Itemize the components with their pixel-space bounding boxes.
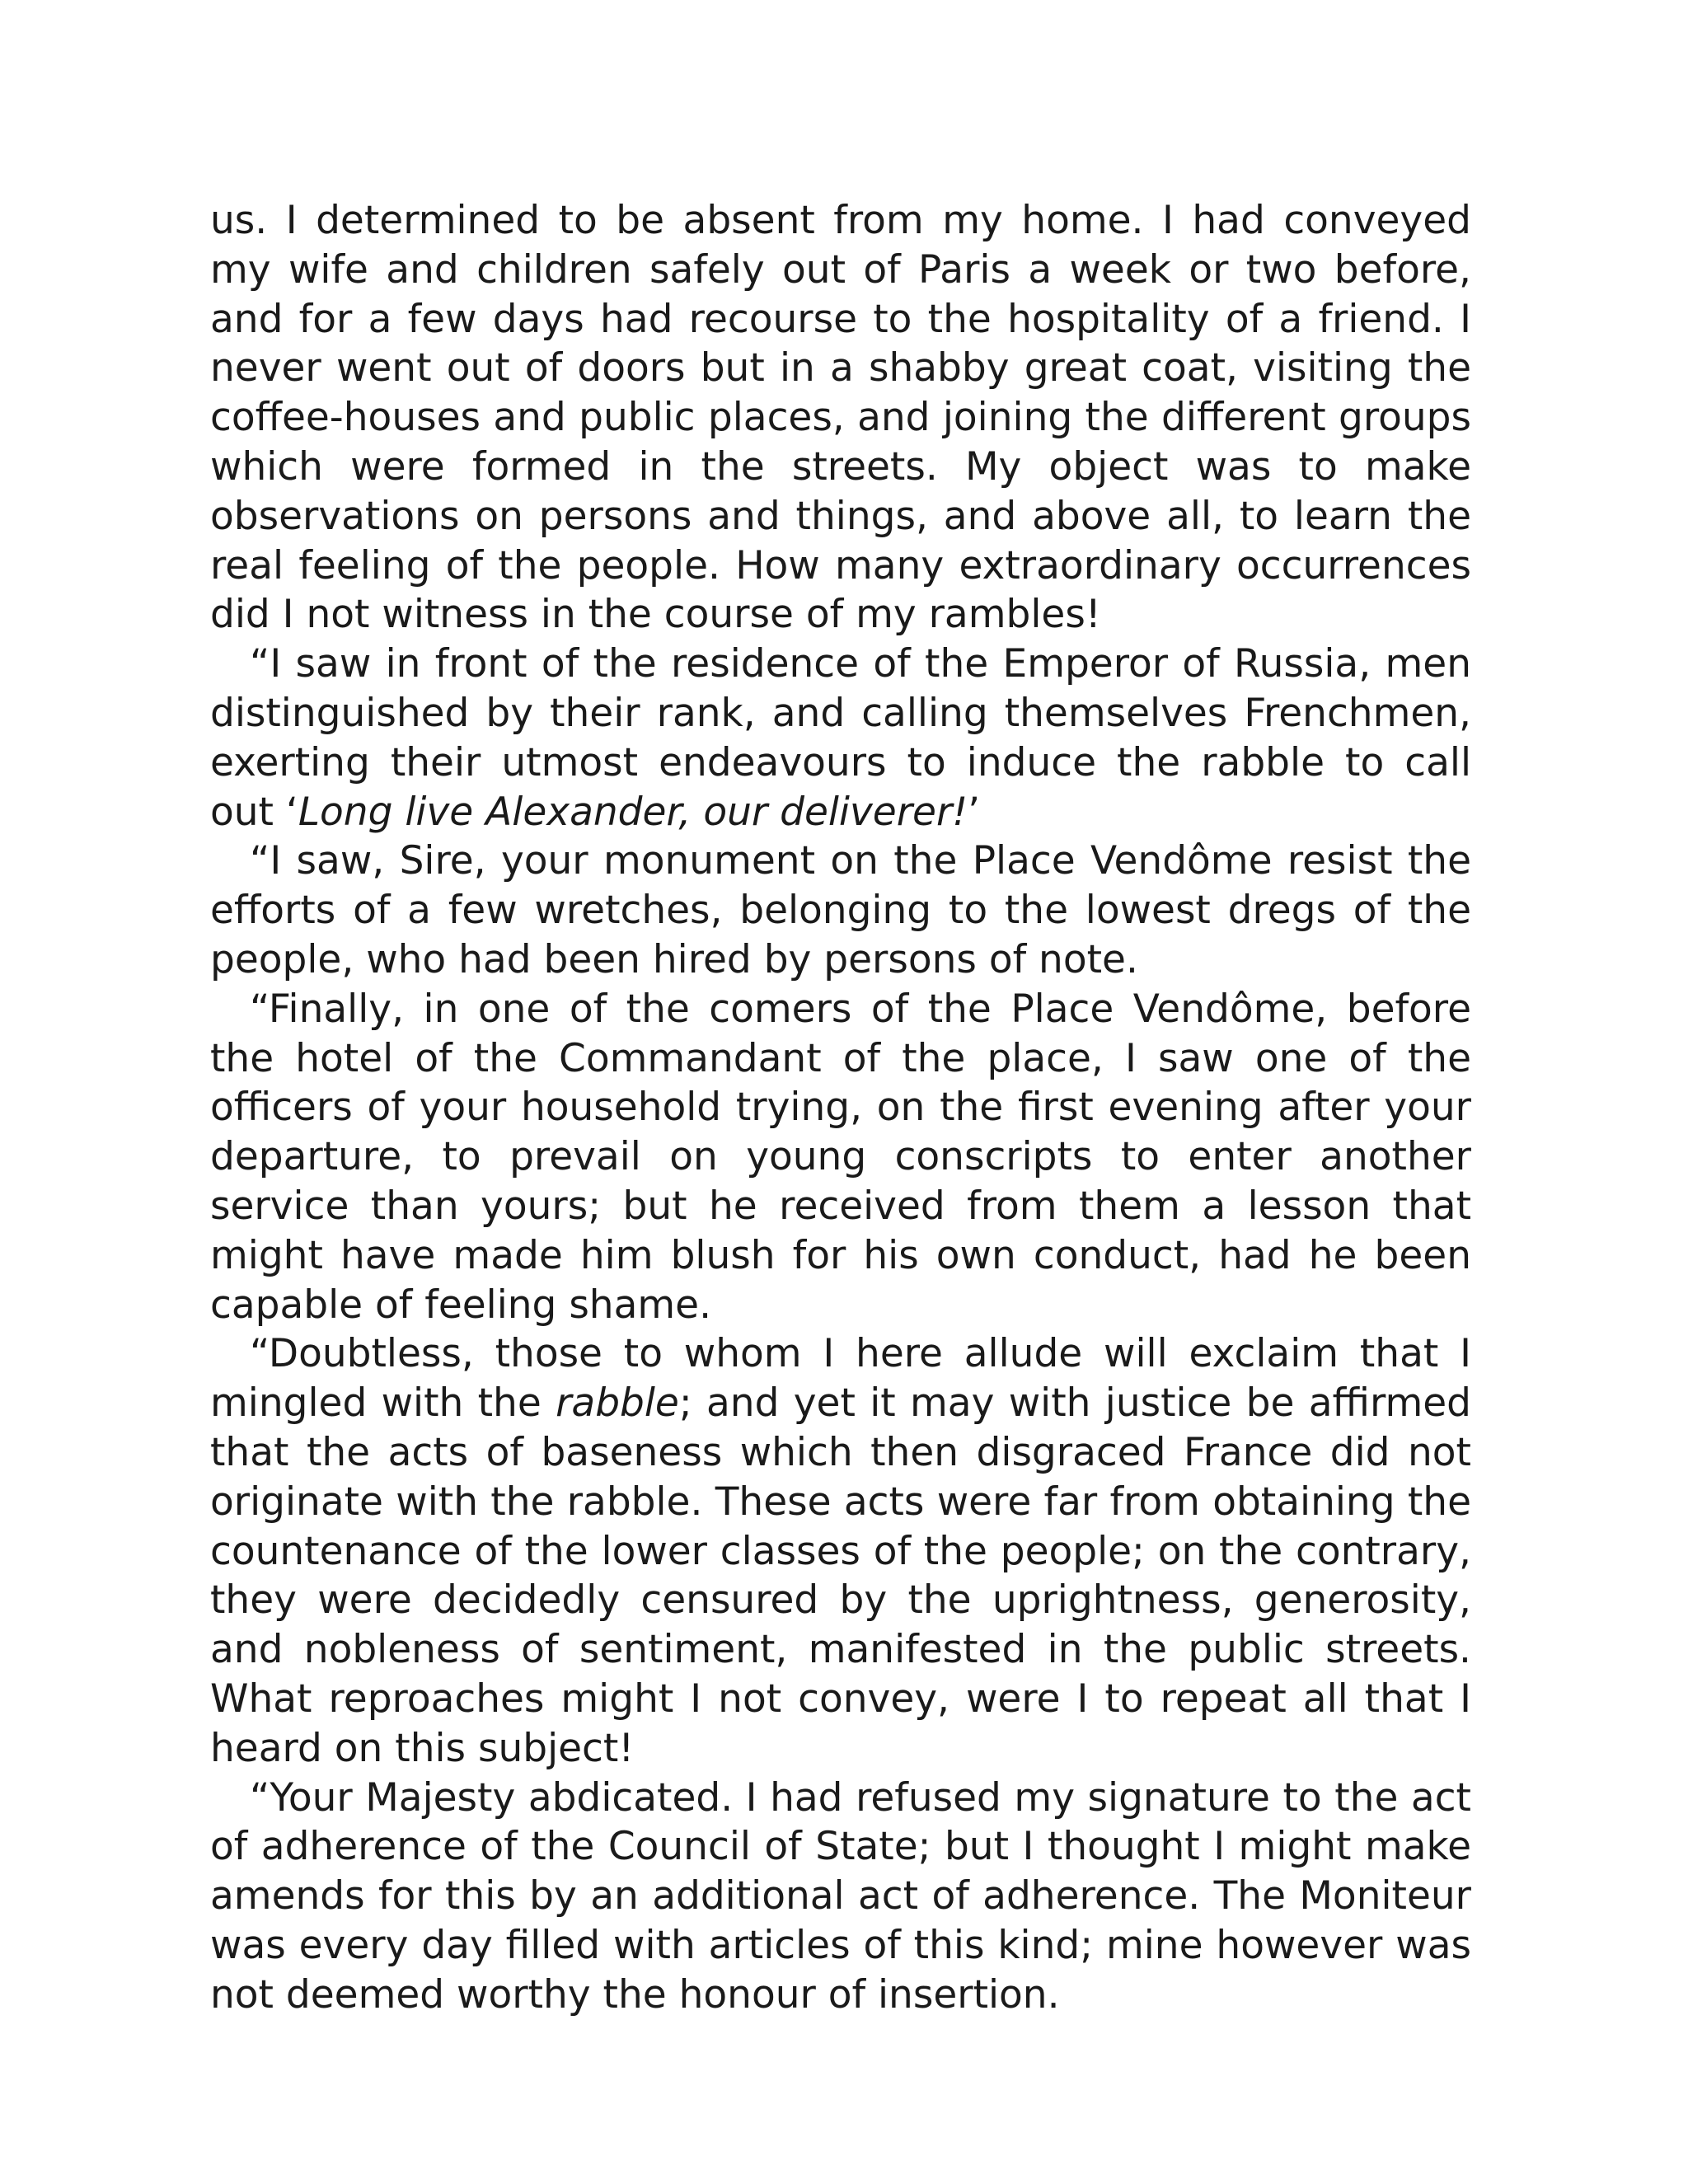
paragraph-5-italic-word: rabble xyxy=(556,1380,679,1427)
paragraph-1-text: us. I determined to be absent from my home. I had conveyed my wife and children safely out of Paris a week or two before, and for a few days had recourse to the hospitality of a friend. I never went out of doors but in a shabby great coat, visiting the coffee-houses and public places, and joining the different groups which were formed in the streets. My object was to make observations on persons and things, and above all, to learn the real feeling of the people. How many extraordinary occurrences did I not witness in the course of my rambles! xyxy=(210,198,1471,638)
paragraph-5-text-after: ; and yet it may with justice be affirmed that the acts of baseness which then disgraced France did not originate with the rabble. These acts were far from obtaining the countenance of the lower classes of the people; on the contrary, they were decidedly censured by the uprightness, generosity, and nobleness of sentiment, manifested in the public streets. What reproaches might I not convey, were I to repeat all that I heard on this subject! xyxy=(210,1380,1471,1771)
paragraph-5-text-before: “Doubtless, those to whom I here allude will exclaim that I mingled with the xyxy=(210,1331,1471,1427)
paragraph-1 xyxy=(210,196,1471,640)
paragraph-4 xyxy=(210,985,1471,1330)
paragraph-6 xyxy=(210,1774,1471,2020)
paragraph-4-text: “Finally, in one of the comers of the Place Vendôme, before the hotel of the Commandant of the place, I saw one of the officers of your household trying, on the first evening after your departure, to prevail on young conscripts to enter another service than yours; but he received from them a lesson that might have made him blush for his own conduct, had he been capable of feeling shame. xyxy=(210,986,1471,1328)
paragraph-2-italic-quote: Long live Alexander, our deliverer! xyxy=(298,789,968,835)
paragraph-6-text: “Your Majesty abdicated. I had refused my signature to the act of adherence of the Council of State; but I thought I might make amends for this by an additional act of adherence. The Moniteur was every day filled with articles of this kind; mine however was not deemed worthy the honour of insertion. xyxy=(210,1774,1471,2018)
document-page xyxy=(210,196,1471,2019)
paragraph-2 xyxy=(210,640,1471,837)
paragraph-2-text-after: ’ xyxy=(968,789,981,835)
paragraph-3 xyxy=(210,837,1471,984)
paragraph-3-text: “I saw, Sire, your monument on the Place Vendôme resist the efforts of a few wretches, belonging to the lowest dregs of the people, who had been hired by persons of note. xyxy=(210,838,1471,982)
paragraph-5 xyxy=(210,1329,1471,1773)
paragraph-2-text-before: “I saw in front of the residence of the Emperor of Russia, men distinguished by their rank, and calling themselves Frenchmen, exerting their utmost endeavours to induce the rabble to call out ‘ xyxy=(210,641,1471,835)
